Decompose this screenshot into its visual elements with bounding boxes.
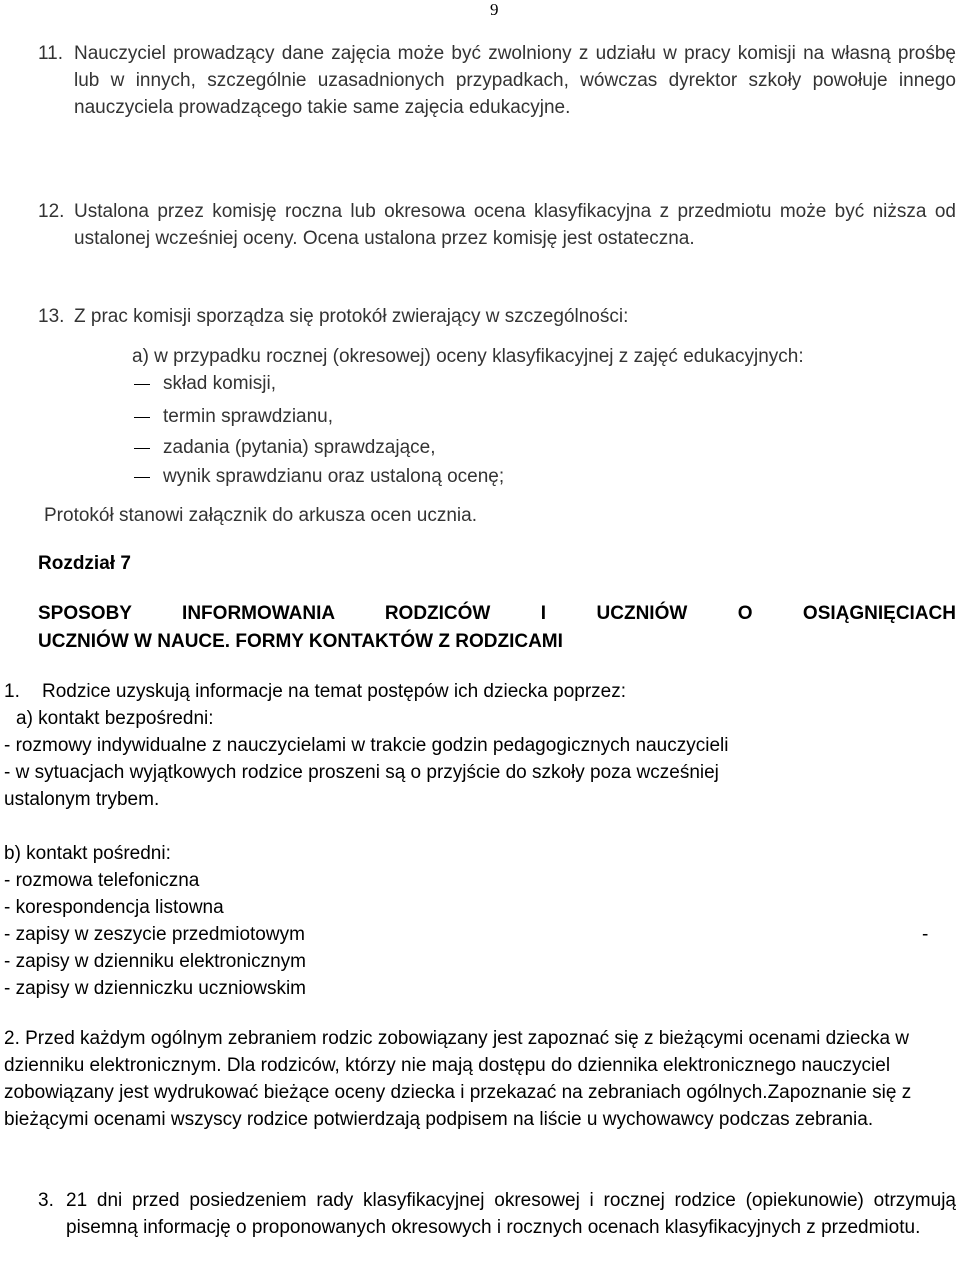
contact-indirect-label: b) kontakt pośredni: <box>4 843 171 864</box>
list-item: - zapisy w dzienniczku uczniowskim <box>4 978 306 999</box>
item-11-number: 11. <box>38 43 64 64</box>
stray-dash: - <box>922 924 929 945</box>
point-2-text: 2. Przed każdym ogólnym zebraniem rodzic zobowiązany jest zapoznać się z bieżącymi ocenami dziecka w dzienniku elektronicznym. Dla rodziców, którzy nie mają dostępu do dziennika elektronicznego nauczyciel zobowiązany jest wydrukować bieżące oceny dziecka i przekazać na zebraniach ogólnych.Zapoznanie się z bieżącymi ocenami wszyscy rodzice potwierdzają podpisem na liście u wychowawcy podczas zebrania. <box>4 1028 912 1130</box>
point-1-number: 1. <box>4 681 20 702</box>
item-13-sub-a: a) w przypadku rocznej (okresowej) oceny klasyfikacyjnej z zajęć edukacyjnych: <box>132 346 804 367</box>
list-item: - korespondencja listowna <box>4 897 224 918</box>
chapter-title-line2: UCZNIÓW W NAUCE. FORMY KONTAKTÓW Z RODZICAMI <box>38 631 563 652</box>
item-13-number: 13. <box>38 306 65 327</box>
item-13-text: Z prac komisji sporządza się protokół zwierający w szczególności: <box>74 306 629 327</box>
point-1-text: Rodzice uzyskują informacje na temat postępów ich dziecka poprzez: <box>42 681 627 702</box>
dash-list-item: zadania (pytania) sprawdzające, <box>163 434 436 461</box>
dash-list-item: wynik sprawdzianu oraz ustaloną ocenę; <box>163 463 504 490</box>
chapter-title-line1: SPOSOBY INFORMOWANIA RODZICÓW I UCZNIÓW O OSIĄGNIĘCIACH <box>38 603 956 624</box>
chapter-label: Rozdział 7 <box>38 553 131 574</box>
list-item: ustalonym trybem. <box>4 789 160 810</box>
list-item: - w sytuacjach wyjątkowych rodzice proszeni są o przyjście do szkoły poza wcześniej <box>4 762 719 783</box>
item-12-number: 12. <box>38 201 65 222</box>
list-item: - zapisy w zeszycie przedmiotowym <box>4 924 305 945</box>
contact-direct-label: a) kontakt bezpośredni: <box>16 708 214 729</box>
list-item: - zapisy w dzienniku elektronicznym <box>4 951 307 972</box>
protocol-note: Protokół stanowi załącznik do arkusza ocen ucznia. <box>44 505 478 526</box>
item-12-text: Ustalona przez komisję roczna lub okresowa ocena klasyfikacyjna z przedmiotu może być niższa od ustalonej wcześniej oceny. Ocena ustalona przez komisję jest ostateczna. <box>74 201 956 249</box>
item-11-text: Nauczyciel prowadzący dane zajęcia może być zwolniony z udziału w pracy komisji na własną prośbę lub w innych, szczególnie uzasadnionych przypadkach, wówczas dyrektor szkoły powołuje innego nauczyciela prowadzącego takie same zajęcia edukacyjne. <box>74 43 956 118</box>
point-3-text: 21 dni przed posiedzeniem rady klasyfikacyjnej okresowej i rocznej rodzice (opiekunowie) otrzymują pisemną informację o proponowanych okresowych i rocznych ocenach klasyfikacyjnych z przedmiotu. <box>66 1190 956 1238</box>
page-number: 9 <box>490 0 499 19</box>
dash-list-item: termin sprawdzianu, <box>163 403 333 430</box>
point-3-number: 3. <box>38 1190 54 1211</box>
dash-list-item: skład komisji, <box>163 370 276 397</box>
list-item: - rozmowa telefoniczna <box>4 870 200 891</box>
list-item: - rozmowy indywidualne z nauczycielami w trakcie godzin pedagogicznych nauczycieli <box>4 735 729 756</box>
